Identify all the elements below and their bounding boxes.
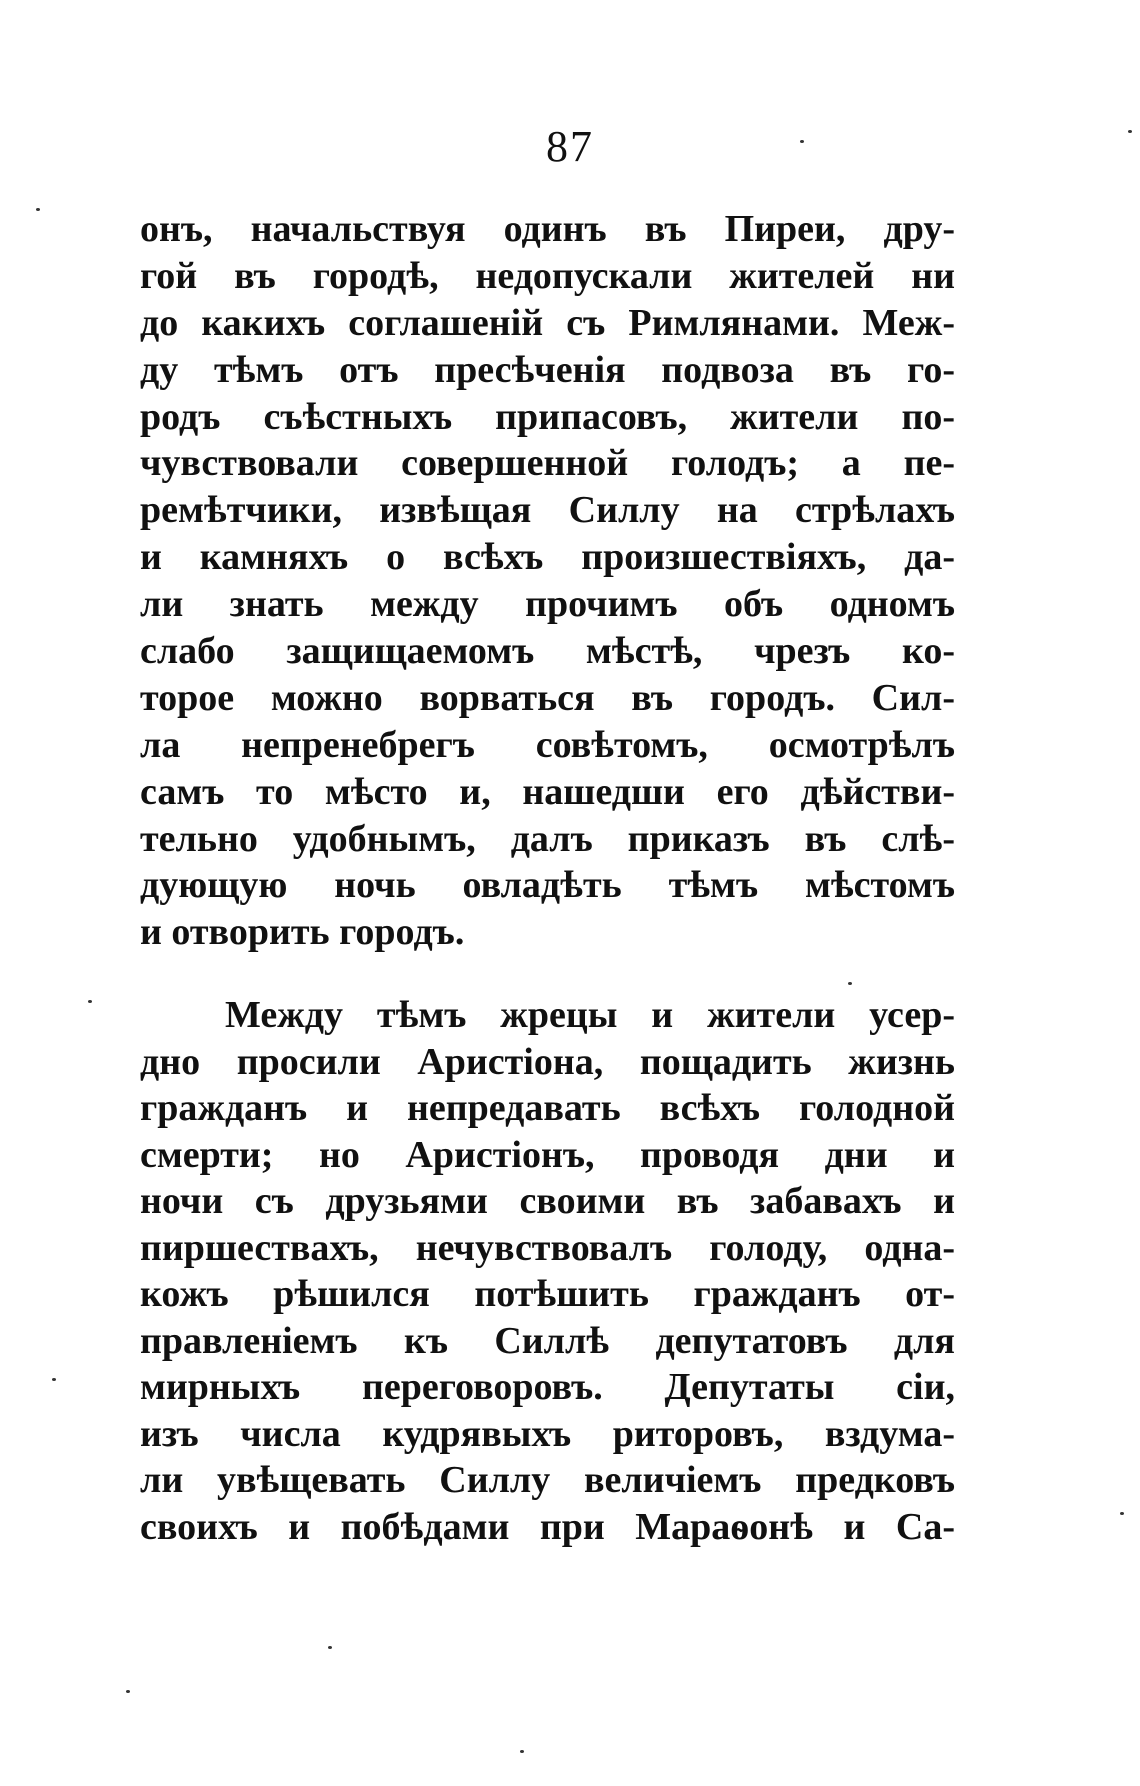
text-line: ла непренебрегъ совѣтомъ, осмотрѣлъ: [140, 723, 955, 766]
text-line: ли увѣщевать Силлу величіемъ предковъ: [140, 1459, 955, 1501]
text-line: ду тѣмъ отъ пресѣченія подвоза въ го-: [140, 348, 955, 391]
text-line: пиршествахъ, нечувствовалъ голоду, одна-: [140, 1226, 955, 1269]
text-line: онъ, начальствуя одинъ въ Пиреи, дру-: [140, 208, 955, 250]
scan-speck: [36, 208, 40, 211]
text-line: гражданъ и непредавать всѣхъ голодной: [140, 1087, 955, 1129]
text-line: тельно удобнымъ, далъ приказъ въ слѣ-: [140, 817, 955, 860]
scan-speck: [520, 1750, 524, 1753]
text-line: родъ съѣстныхъ припасовъ, жители по-: [140, 395, 955, 438]
text-line: гой въ городѣ, недопускали жителей ни: [140, 254, 955, 297]
scan-speck: [126, 1690, 130, 1693]
text-line: чувствовали совершенной голодъ; а пе-: [140, 442, 955, 485]
text-line: своихъ и побѣдами при Мараѳонѣ и Са-: [140, 1505, 955, 1548]
text-line: Между тѣмъ жрецы и жители усер-: [225, 994, 955, 1036]
text-line: до какихъ соглашеній съ Римлянами. Меж-: [140, 301, 955, 344]
scan-speck: [1128, 130, 1132, 133]
scan-speck: [800, 140, 804, 143]
text-line: торое можно ворваться въ городъ. Сил-: [140, 676, 955, 719]
scan-speck: [328, 1646, 332, 1649]
text-line: смерти; но Аристіонъ, проводя дни и: [140, 1133, 955, 1176]
text-line: ночи съ друзьями своими въ забавахъ и: [140, 1180, 955, 1222]
text-line: изъ числа кудрявыхъ риторовъ, вздума-: [140, 1412, 955, 1455]
text-line: дующую ночь овладѣть тѣмъ мѣстомъ: [140, 864, 955, 907]
scan-speck: [52, 1378, 56, 1381]
text-line: слабо защищаемомъ мѣстѣ, чрезъ ко-: [140, 630, 955, 673]
text-line: и камняхъ о всѣхъ произшествіяхъ, да-: [140, 536, 955, 579]
text-line: мирныхъ переговоровъ. Депутаты сіи,: [140, 1366, 955, 1408]
text-line: ремѣтчики, извѣщая Силлу на стрѣлахъ: [140, 489, 955, 532]
text-line: и отворить городъ.: [140, 911, 465, 954]
text-line: кожъ рѣшился потѣшить гражданъ от-: [140, 1273, 955, 1315]
paragraph-1: [140, 206, 955, 956]
paragraph-2: [140, 992, 955, 1550]
page-number: 87: [546, 122, 594, 171]
text-line: правленіемъ къ Силлѣ депутатовъ для: [140, 1319, 955, 1362]
text-line: дно просили Аристіона, пощадить жизнь: [140, 1040, 955, 1083]
scan-speck: [88, 1000, 92, 1003]
scan-speck: [1120, 1512, 1124, 1515]
text-line: самъ то мѣсто и, нашедши его дѣйстви-: [140, 770, 955, 813]
text-line: ли знать между прочимъ объ одномъ: [140, 583, 955, 626]
scan-speck: [848, 982, 852, 985]
